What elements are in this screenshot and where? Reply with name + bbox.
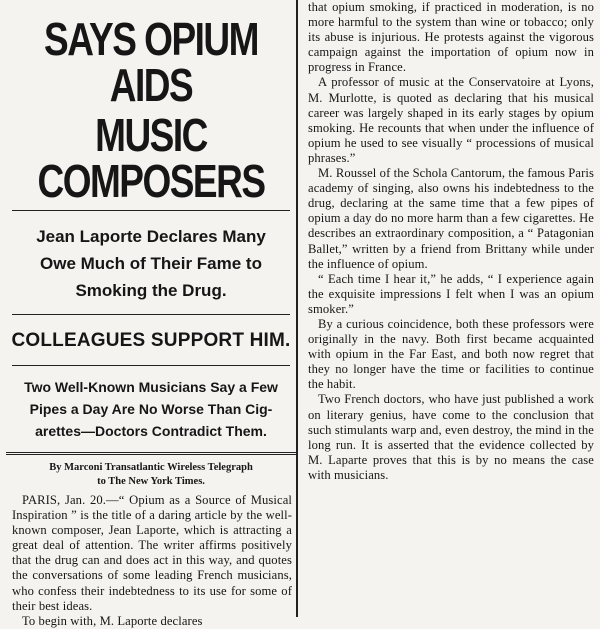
deck-2: COLLEAGUES SUPPORT HIM. <box>11 330 291 351</box>
deck-3-rule <box>6 452 296 455</box>
left-column <box>6 0 298 628</box>
deck-1-line-3: Smoking the Drug. <box>75 281 227 300</box>
headline-line-2: MUSIC COMPOSERS <box>37 109 265 207</box>
article-paragraph: “ Each time I hear it,” he adds, “ I experience again the exquisite impressions I felt when I was an opium smoker.” <box>308 271 594 316</box>
article-paragraph: To begin with, M. Laporte declares <box>22 613 203 628</box>
deck-3 <box>6 366 296 452</box>
deck-1-line-1: Jean Laporte Declares Many <box>36 227 266 246</box>
article-paragraph: A professor of music at the Conservatoire at Lyons, M. Murlotte, is quoted as declaring that his musical career was largely shaped in its early stages by opium smoking. He recounts that when under the influence of opium he used to see visually “ processions of musical phrases.” <box>308 75 594 165</box>
deck-3-line-3: arettes—Doctors Contradict Them. <box>35 423 267 439</box>
article-paragraph: PARIS, Jan. 20.—“ Opium as a Source of Musical Inspiration ” is the title of a daring article by the well-known composer, Jean Laporte, which is attracting a great deal of attention. The writer affirms positively that the drug can and does act in this way, and quotes the conversations of some leading French musicians, who confess their indebtedness to its use for some of their best ideas. <box>12 493 292 613</box>
article-body-right <box>306 0 594 483</box>
byline-line-2: to The New York Times. <box>97 476 205 487</box>
article-paragraph: Two French doctors, who have just published a work on literary genius, have come to the conclusion that such stimulants warp and, even destroy, the mind in the long run. It is asserted that the evidence collected by M. Laparte proves that this is by no means the case with musicians. <box>308 392 594 482</box>
deck-3-line-2: Pipes a Day Are No Worse Than Cig- <box>29 401 273 417</box>
right-column <box>302 0 594 617</box>
deck-1-line-2: Owe Much of Their Fame to <box>40 254 262 273</box>
deck-1 <box>6 211 296 314</box>
deck-3-line-1: Two Well-Known Musicians Say a Few <box>24 379 278 395</box>
article-body-left <box>6 493 296 629</box>
headline-line-1: SAYS OPIUM AIDS <box>44 13 258 111</box>
article-paragraph: that opium smoking, if practiced in moderation, is no more harmful to the system than wine or tobacco; only its abuse is injurious. He protests against the vigorous campaign against the importation of opium now in progress in France. <box>308 0 594 75</box>
article-paragraph: By a curious coincidence, both these professors were originally in the navy. Both first became acquainted with opium in the Far East, and both now regret that they no longer have the time or facilities to continue the habit. <box>308 316 594 392</box>
byline <box>6 461 296 489</box>
article-paragraph: M. Roussel of the Schola Cantorum, the famous Paris academy of singing, also owns his indebtedness to the drug, declaring at the same time that a few pipes of opium a day do no more harm than a few cigarettes. He describes an extraordinary composition, a “ Patagonian Ballet,” written by a friend from Brittany while under the influence of opium. <box>308 166 594 271</box>
byline-line-1: By Marconi Transatlantic Wireless Telegraph <box>49 462 253 473</box>
